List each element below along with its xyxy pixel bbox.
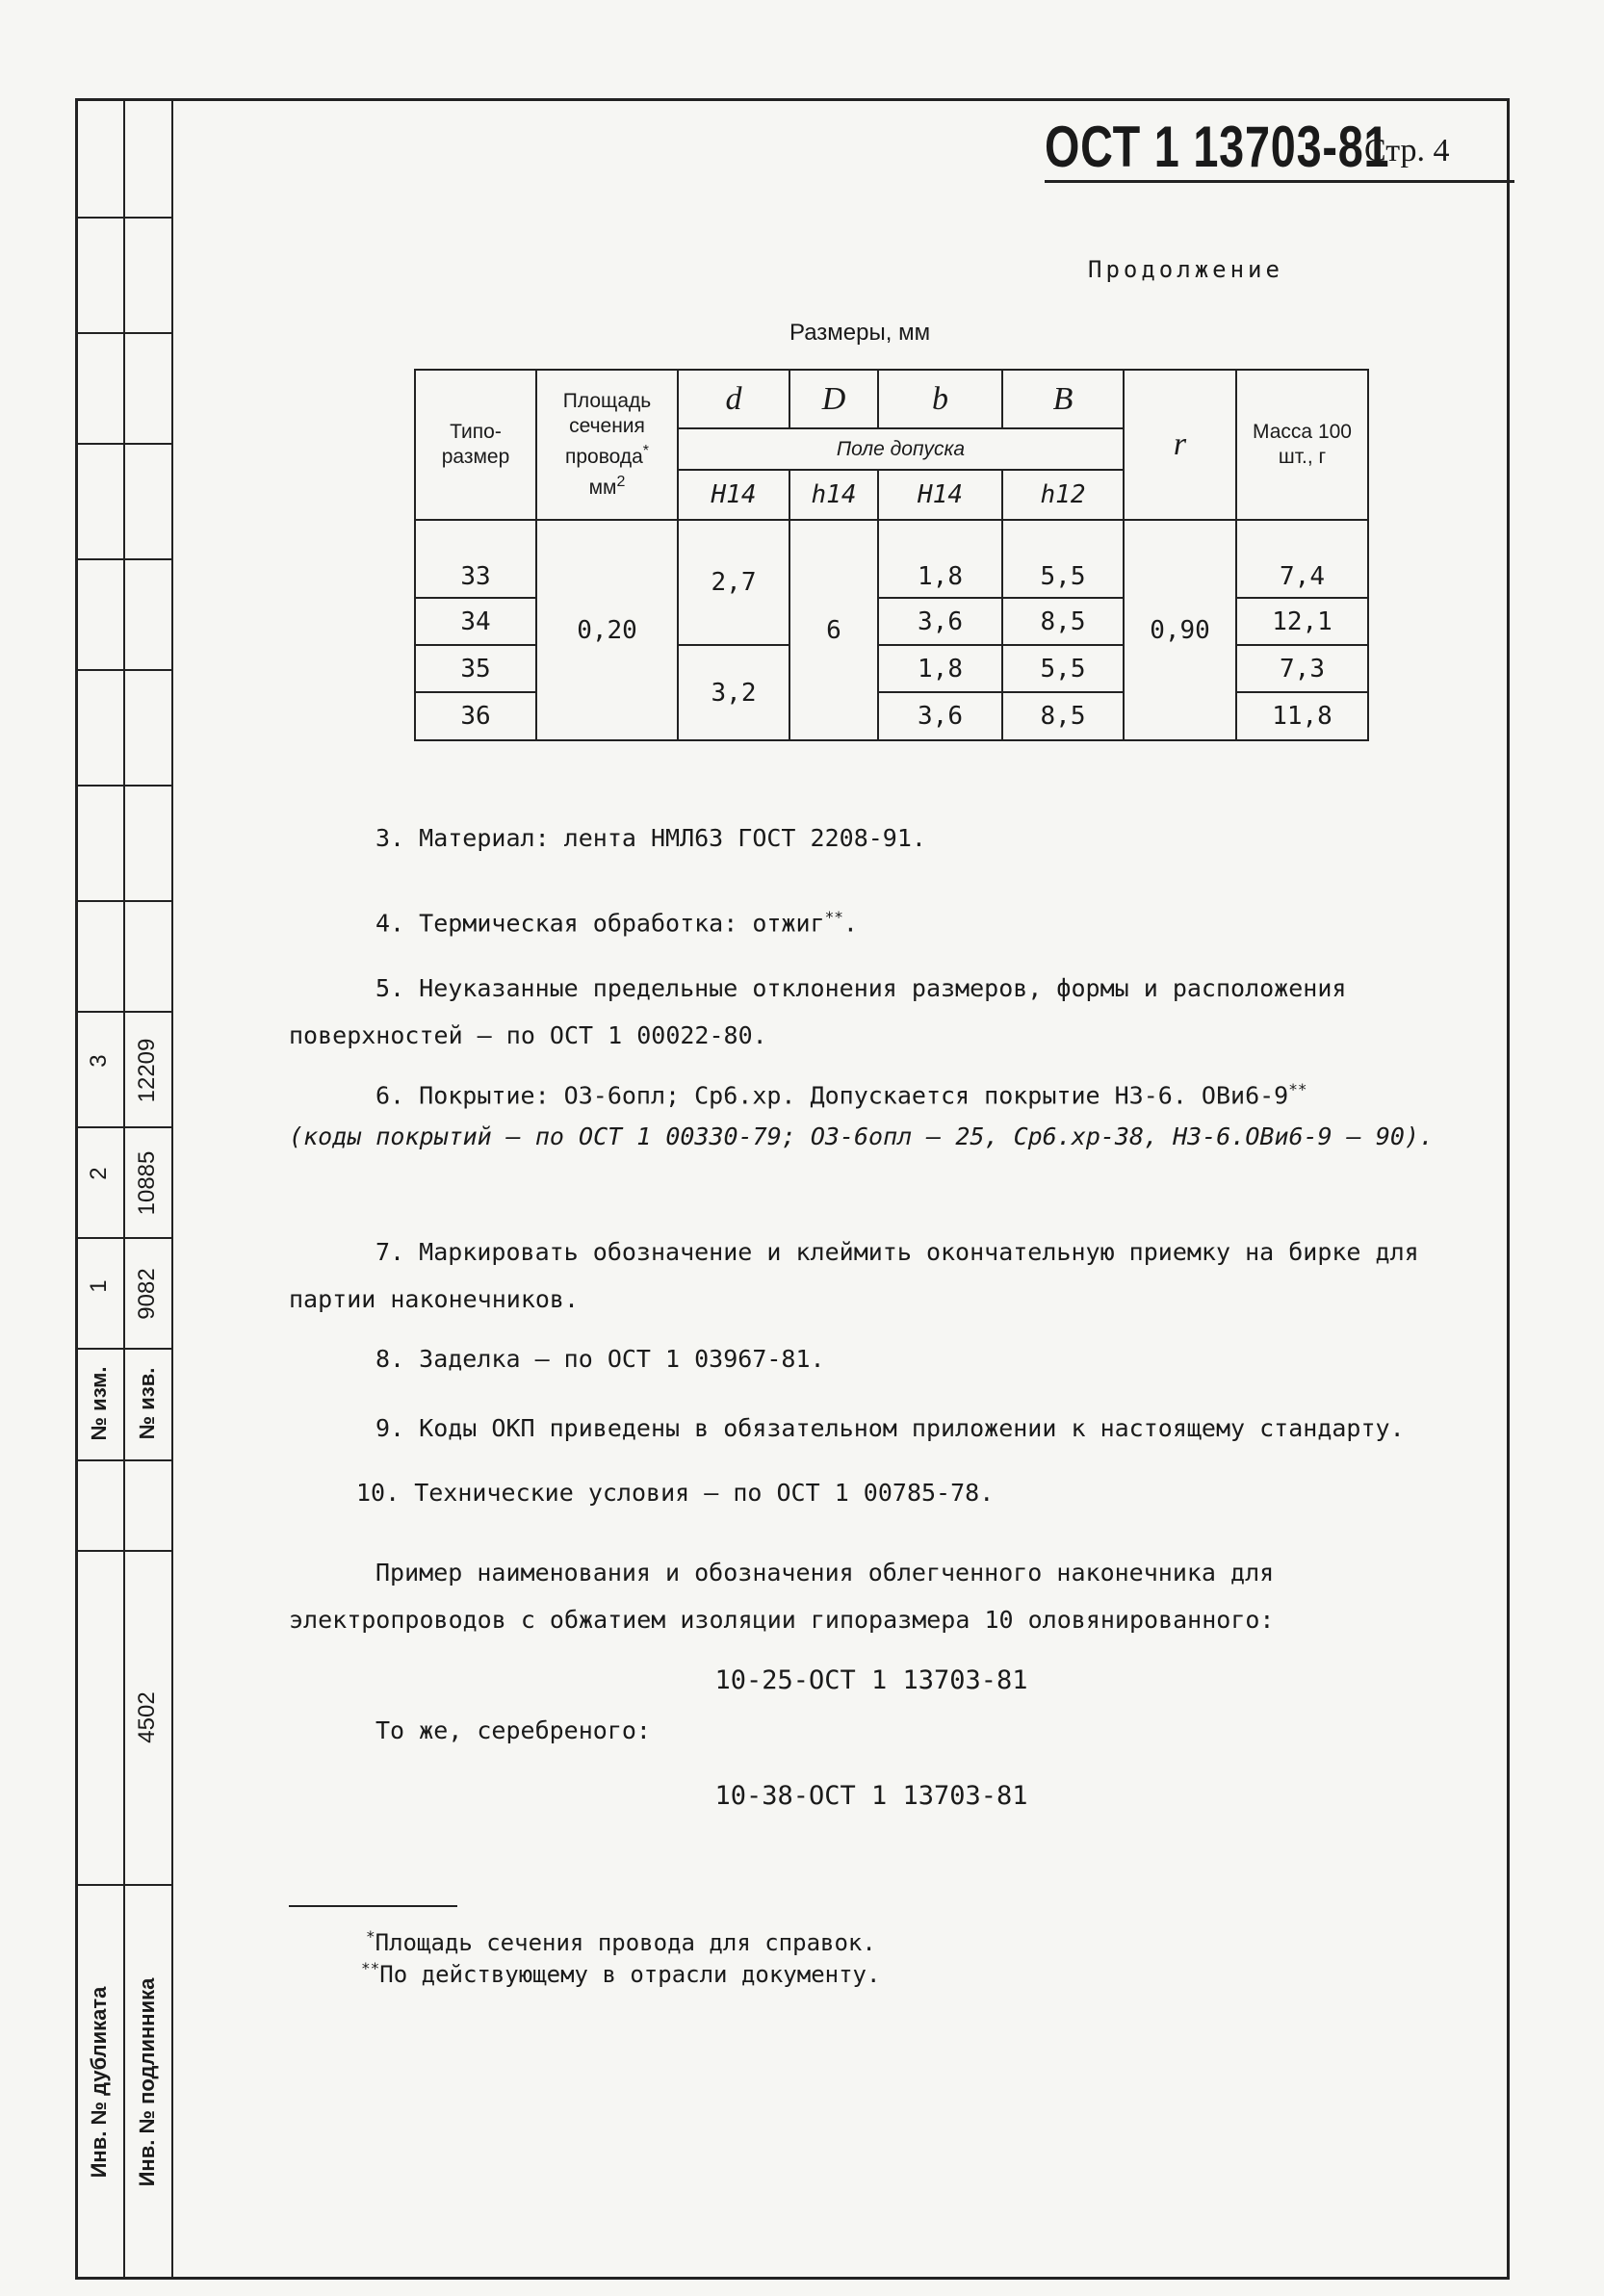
item-3: 3. Материал: лента НМЛ63 ГОСТ 2208-91. [375,824,926,852]
row-tip: 36 [415,692,536,740]
item-4: 4. Термическая обработка: отжиг**. [375,908,858,938]
sidebar-line [75,332,171,334]
sidebar-line [75,1459,171,1461]
header-r: r [1124,370,1236,520]
label-duplicate-inventory: Инв. № дубликата [87,1986,111,2179]
continuation-label: Продолжение [1088,256,1283,283]
inventory-number: 4502 [134,1691,160,1743]
tol-D: h14 [789,470,878,520]
row-B: 8,5 [1002,598,1124,645]
footnote-2: **По действующему в отрасли документу. [361,1959,881,1988]
example-same-silver: То же, серебреного: [375,1716,651,1744]
header-d: d [678,370,789,428]
row-b: 3,6 [878,598,1002,645]
footnote-rule [289,1905,457,1907]
header-b: b [878,370,1002,428]
sidebar-line [75,217,171,219]
header-tip: Типо-размер [415,370,536,520]
row-B: 8,5 [1002,692,1124,740]
rev3-document: 12209 [134,1038,160,1103]
page-number: Стр. 4 [1364,133,1450,168]
tol-b: Н14 [878,470,1002,520]
row-b: 1,8 [878,645,1002,692]
cell-r: 0,90 [1124,520,1236,740]
sidebar-line [75,900,171,902]
item-6: 6. Покрытие: О3-6опл; Ср6.хр. Допускается покрытие Н3-6. ОВи6-9** [375,1080,1307,1110]
rev1-document: 9082 [134,1268,160,1320]
sidebar-line [75,1348,171,1350]
header-area: Площадь сечения провода* $мм^2$ [536,370,678,520]
sidebar-line [75,1550,171,1552]
header-tolerance: Поле допуска [678,428,1124,470]
row-b: 1,8 [878,520,1002,598]
sidebar-border [171,98,173,2280]
tol-B: h12 [1002,470,1124,520]
example-code-silver: 10-38-ОСТ 1 13703-81 [714,1781,1028,1811]
item-7: 7. Маркировать обозначение и клеймить окончательную приемку на бирке для партии наконечников. [289,1238,1419,1313]
cell-D: 6 [789,520,878,740]
item-6-codes: (коды покрытий – по ОСТ 1 00330-79; О3-6опл – 25, Ср6.хр-38, Н3-6.ОВи6-9 – 90). [289,1122,1435,1150]
dimensions-table [414,369,1369,741]
row-tip: 33 [415,520,536,598]
sidebar-line [75,1126,171,1128]
cell-area: 0,20 [536,520,678,740]
row-mass: 7,3 [1236,645,1368,692]
rev2-number: 2 [86,1167,112,1180]
header-D: D [789,370,878,428]
sidebar-line [75,1884,171,1886]
sidebar-line [75,1011,171,1013]
table-caption: Размеры, мм [789,320,931,346]
item-8: 8. Заделка – по ОСТ 1 03967-81. [375,1345,825,1373]
item-9: 9. Коды ОКП приведены в обязательном приложении к настоящему стандарту. [375,1414,1405,1442]
cell-d2: 3,2 [678,645,789,740]
header-mass: Масса 100 шт., г [1236,370,1368,520]
item-10: 10. Технические условия – по ОСТ 1 00785-78. [356,1479,995,1507]
sidebar-line [75,785,171,787]
standard-code: ОСТ 1 13703-81 [1045,115,1390,179]
label-original-inventory: Инв. № подлинника [135,1977,159,2187]
footnote-1: *Площадь сечения провода для справок. [366,1927,876,1956]
example-intro: Пример наименования и обозначения облегченного наконечника для электропроводов с обжатием изоляции гипоразмера 10 оловянированного: [289,1559,1275,1634]
cell-d1: 2,7 [678,520,789,645]
label-notice-number: № изв. [135,1367,159,1440]
sidebar-line [75,443,171,445]
rev3-number: 3 [86,1054,112,1068]
sidebar-line [75,558,171,560]
row-mass: 12,1 [1236,598,1368,645]
row-tip: 34 [415,598,536,645]
sidebar-divider [123,98,125,2280]
sidebar-line [75,669,171,671]
row-mass: 7,4 [1236,520,1368,598]
rev1-number: 1 [86,1279,112,1293]
rev2-document: 10885 [134,1150,160,1216]
row-B: 5,5 [1002,520,1124,598]
row-b: 3,6 [878,692,1002,740]
label-change-number: № изм. [87,1366,111,1441]
tol-d: Н14 [678,470,789,520]
example-code-tin: 10-25-ОСТ 1 13703-81 [714,1665,1028,1695]
row-tip: 35 [415,645,536,692]
header-B: B [1002,370,1124,428]
row-mass: 11,8 [1236,692,1368,740]
item-5: 5. Неуказанные предельные отклонения размеров, формы и расположения поверхностей – по ОСТ 1 00022-80. [289,974,1347,1049]
sidebar-line [75,1237,171,1239]
header-rule [1045,180,1514,183]
row-B: 5,5 [1002,645,1124,692]
